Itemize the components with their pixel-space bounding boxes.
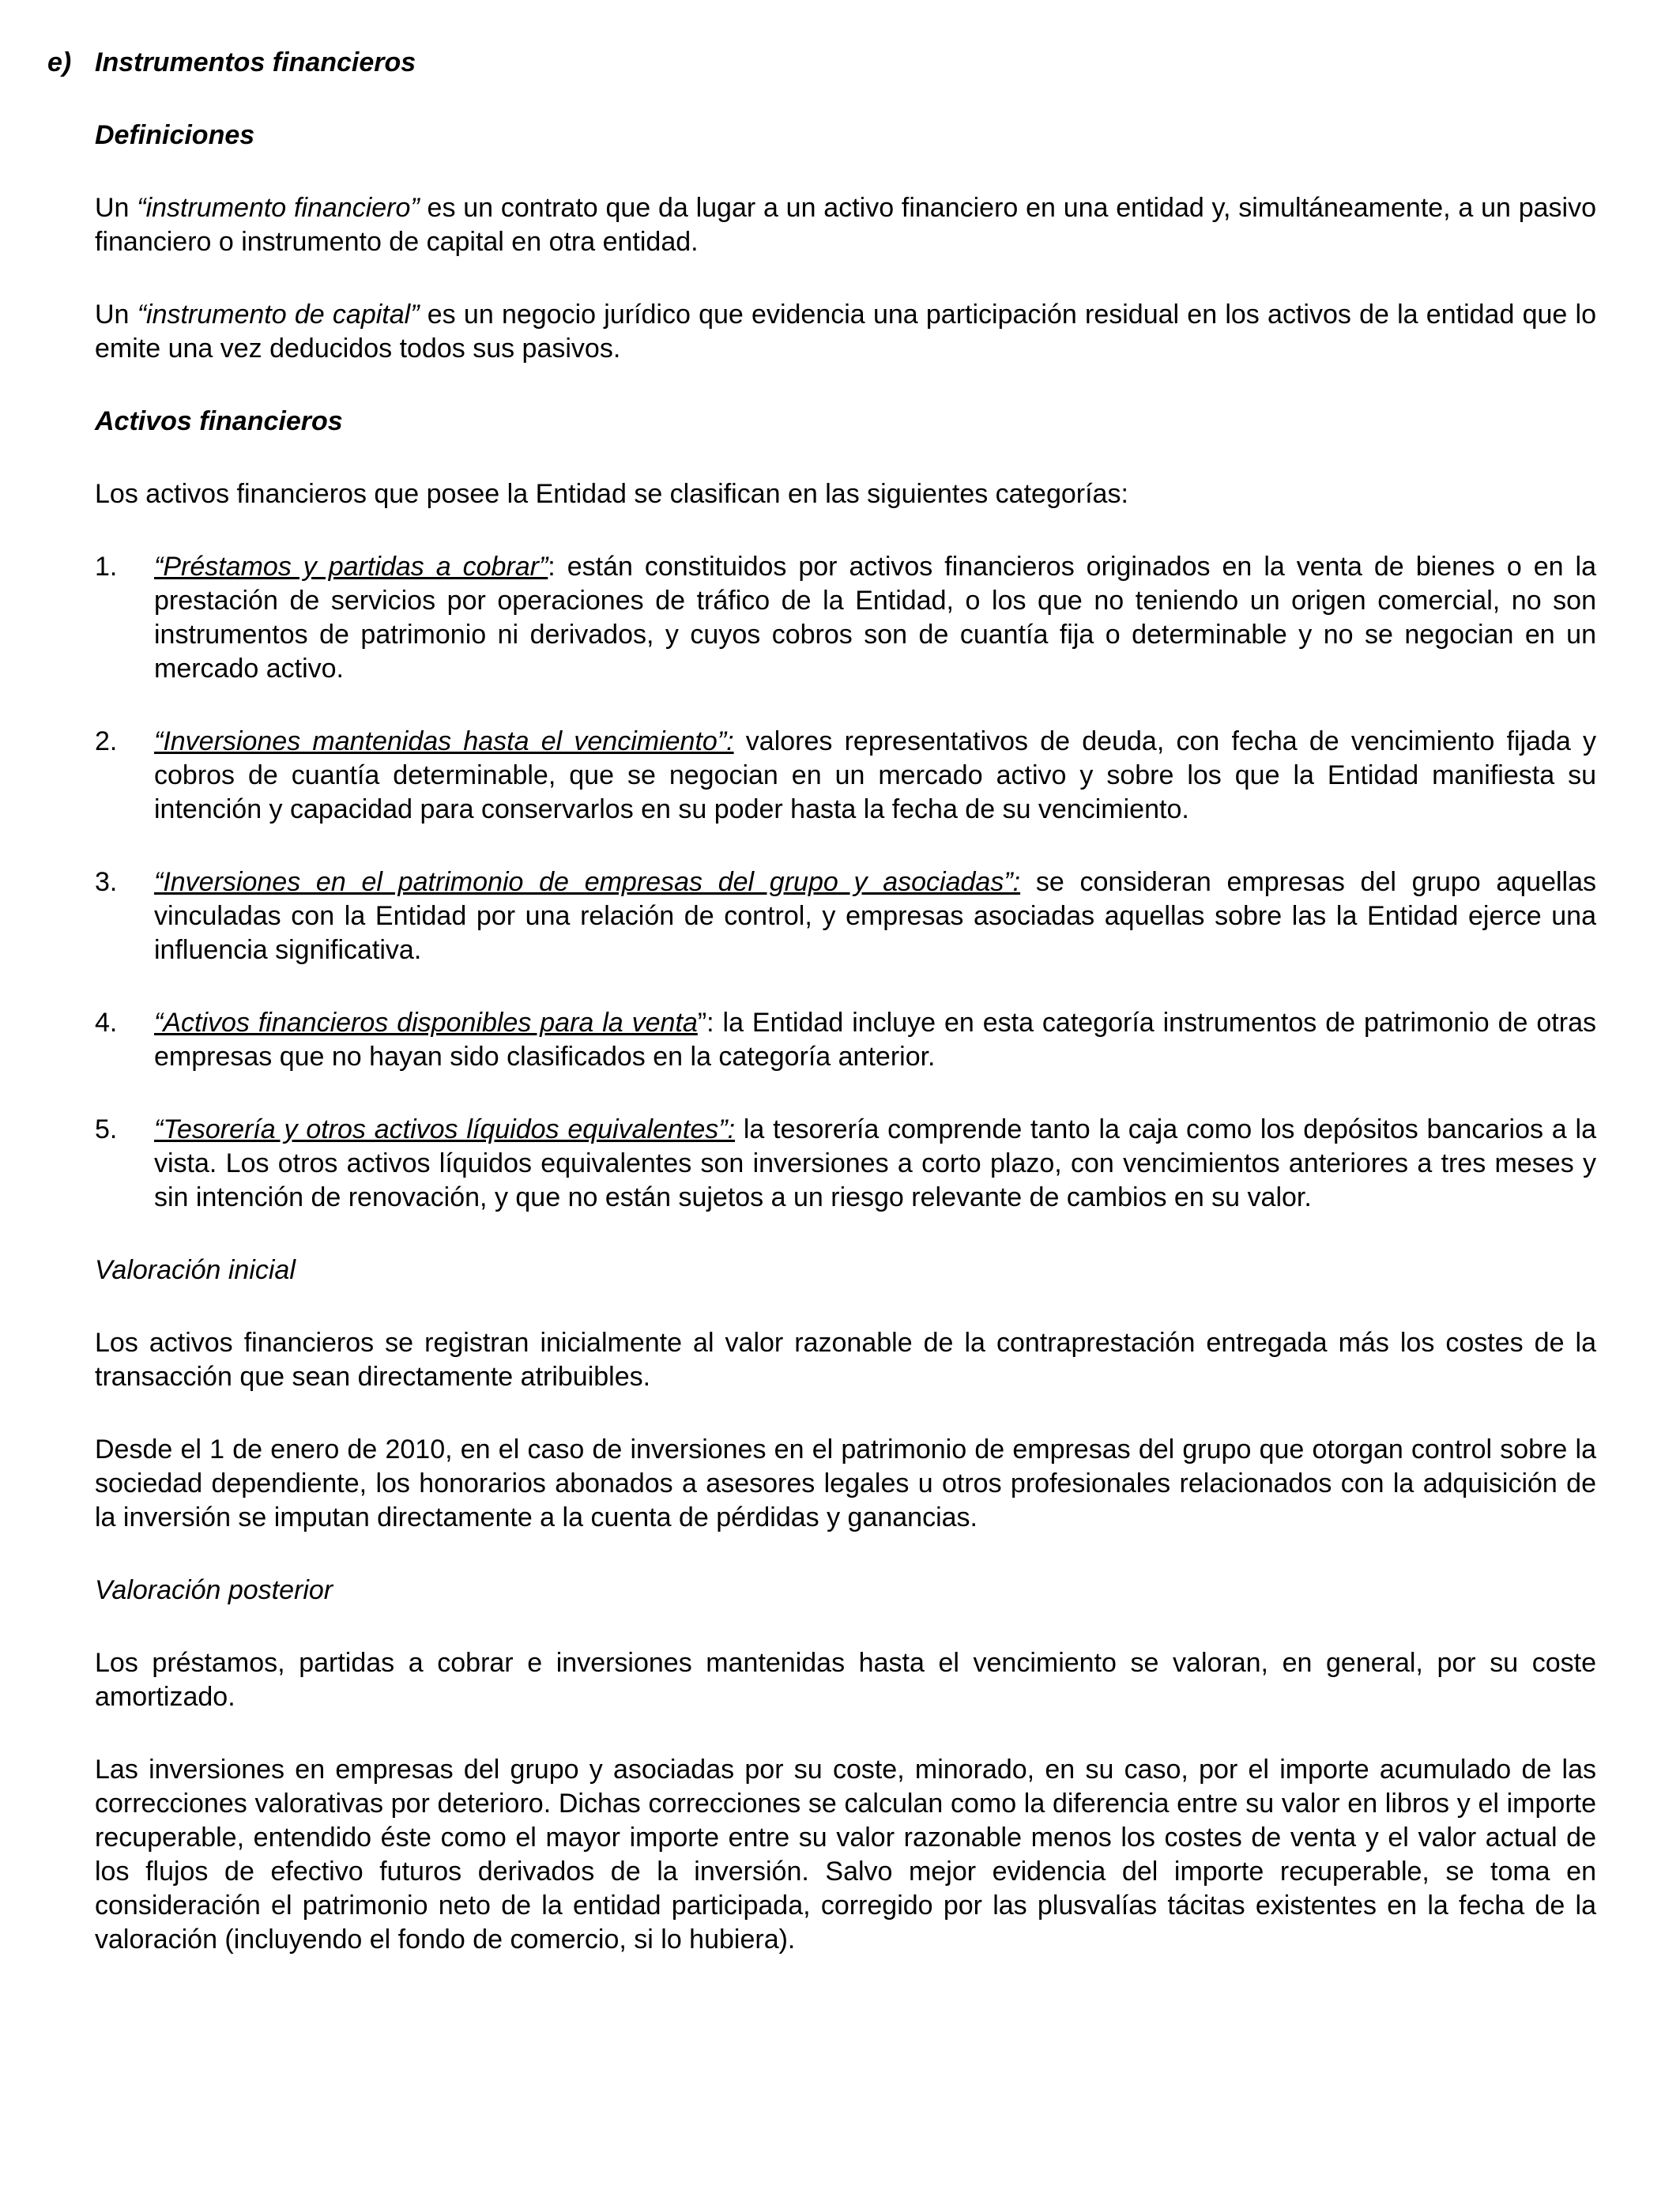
list-number: 5. — [95, 1114, 118, 1144]
category-term: “Préstamos y partidas a cobrar” — [154, 552, 548, 582]
section-title: Instrumentos financieros — [95, 47, 416, 77]
category-description: ”: la Entidad incluye en esta categoría instrumentos de patrimonio de otras empresas que no hayan sido clasificados en la categoría anterior. — [154, 1008, 1596, 1072]
list-item — [95, 550, 1596, 686]
valoracion-inicial-paragraph-2: Desde el 1 de enero de 2010, en el caso de inversiones en el patrimonio de empresas del grupo que otorgan control sobre la sociedad dependiente, los honorarios abonados a asesores legales u otros profesionales relacionados con la adquisición de la inversión se imputan directamente a la cuenta de pérdidas y ganancias. — [95, 1434, 1596, 1532]
category-term: “Inversiones en el patrimonio de empresas del grupo y asociadas”: — [154, 867, 1021, 897]
activos-heading: Activos financieros — [95, 406, 343, 436]
paragraph-text: es un negocio jurídico que evidencia una participación residual en los activos de la entidad que lo emite una vez deducidos todos sus pasivos. — [95, 300, 1596, 364]
list-item — [95, 865, 1596, 967]
definicion-instrumento-financiero — [95, 191, 1596, 259]
category-description: la tesorería comprende tanto la caja como los depósitos bancarios a la vista. Los otros activos líquidos equivalentes son inversiones a corto plazo, con vencimientos anteriores a tres meses y sin intención de renovación, y que no están sujetos a un riesgo relevante de cambios en su valor. — [154, 1114, 1596, 1212]
list-number: 4. — [95, 1008, 118, 1038]
definiciones-heading: Definiciones — [95, 120, 255, 150]
definicion-instrumento-capital — [95, 298, 1596, 366]
paragraph-text: es un contrato que da lugar a un activo financiero en una entidad y, simultáneamente, a un pasivo financiero o instrumento de capital en otra entidad. — [95, 193, 1596, 257]
category-term: “Tesorería y otros activos líquidos equivalentes”: — [154, 1114, 736, 1144]
defined-term: “instrumento de capital” — [137, 300, 420, 330]
valoracion-posterior-heading: Valoración posterior — [95, 1575, 333, 1605]
category-description: : están constituidos por activos financieros originados en la venta de bienes o en la prestación de servicios por operaciones de tráfico de la Entidad, o los que no teniendo un origen comercial, no son instrumentos de patrimonio ni derivados, y cuyos cobros son de cuantía fija o determinable y no se negocian en un mercado activo. — [154, 552, 1596, 684]
category-description: valores representativos de deuda, con fecha de vencimiento fijada y cobros de cuantía determinable, que se negocian en un mercado activo y sobre los que la Entidad manifiesta su intención y capacidad para conservarlos en su poder hasta la fecha de su vencimiento. — [154, 726, 1596, 824]
category-term: “Activos financieros disponibles para la venta — [154, 1008, 698, 1038]
categorias-list — [95, 550, 1596, 1215]
paragraph-text: Un — [95, 300, 137, 330]
valoracion-posterior-paragraph-1: Los préstamos, partidas a cobrar e inversiones mantenidas hasta el vencimiento se valoran, en general, por su coste amortizado. — [95, 1648, 1596, 1712]
list-number: 3. — [95, 867, 118, 897]
valoracion-inicial-heading: Valoración inicial — [95, 1255, 296, 1285]
list-item — [95, 725, 1596, 827]
list-number: 1. — [95, 552, 118, 582]
paragraph-text: Un — [95, 193, 137, 223]
valoracion-posterior-paragraph-2: Las inversiones en empresas del grupo y asociadas por su coste, minorado, en su caso, por el importe acumulado de las correcciones valorativas por deterioro. Dichas correcciones se calculan como la diferencia entre su valor en libros y el importe recuperable, entendido éste como el mayor importe entre su valor razonable menos los costes de venta y el valor actual de los flujos de efectivo futuros derivados de la inversión. Salvo mejor evidencia del importe recuperable, se toma en consideración el patrimonio neto de la entidad participada, corregido por las plusvalías tácitas existentes en la fecha de la valoración (incluyendo el fondo de comercio, si lo hubiera). — [95, 1755, 1596, 1955]
document-body — [95, 119, 1596, 1996]
section-letter: e) — [47, 47, 72, 77]
valoracion-inicial-paragraph-1: Los activos financieros se registran inicialmente al valor razonable de la contraprestación entregada más los costes de la transacción que sean directamente atribuibles. — [95, 1328, 1596, 1392]
category-term: “Inversiones mantenidas hasta el vencimiento”: — [154, 726, 734, 756]
category-description: se consideran empresas del grupo aquellas vinculadas con la Entidad por una relación de control, y empresas asociadas aquellas sobre las la Entidad ejerce una influencia significativa. — [154, 867, 1597, 965]
defined-term: “instrumento financiero” — [137, 193, 420, 223]
list-item — [95, 1113, 1596, 1215]
list-item — [95, 1006, 1596, 1074]
section-heading — [47, 46, 416, 80]
list-number: 2. — [95, 726, 118, 756]
activos-intro: Los activos financieros que posee la Entidad se clasifican en las siguientes categorías: — [95, 479, 1128, 509]
